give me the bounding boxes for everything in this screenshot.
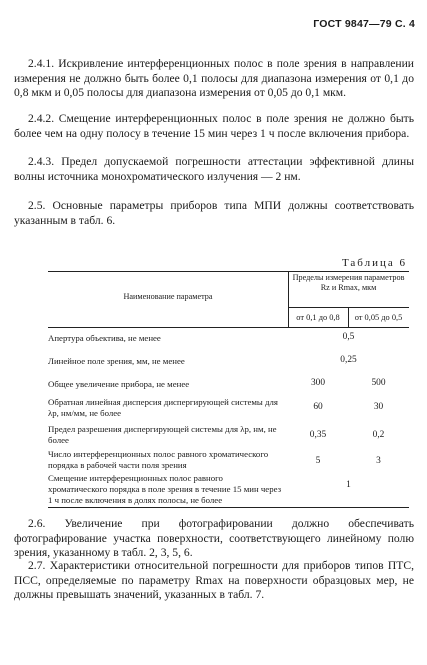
table-6 xyxy=(48,271,409,507)
paragraph-2-4-1: 2.4.1. Искривление интерференционных полос в поле зрения в направлении измерения не должно быть более 0,1 полосы для диапазона измерения от 0,1 до 0,8 мкм и 0,05 полосы для диапазона измерения от 0,05 до 0,1 мкм. xyxy=(14,57,414,99)
header-parameter-name: Наименование параметра xyxy=(123,292,213,301)
row-value-dispersion-1: 60 xyxy=(313,402,323,412)
row-value-magnification-2: 500 xyxy=(371,378,386,388)
paragraph-2-6: 2.6. Увеличение при фотографировании должно обеспечивать фотографирование участка поверхности, соответствующего линейному полю зрения, указанному в табл. 2, 3, 5, 6. xyxy=(14,517,414,559)
paragraph-2-5: 2.5. Основные параметры приборов типа МПИ должны соответствовать указанным в табл. 6. xyxy=(14,199,414,227)
paragraph-2-7: 2.7. Характеристики относительной погрешности для приборов типов ПТС, ПСС, определяемые по параметру Rmax на поверхности образцовых мер, не должны превышать значений, указанных в табл. 7. xyxy=(14,559,414,601)
row-name-resolution: Предел разрешения диспергирующей системы для λp, нм, не более xyxy=(48,424,277,445)
paragraph-2-4-2: 2.4.2. Смещение интерференционных полос в поле зрения не должно быть более чем на одну полосу в течение 15 мин через 1 ч после включения прибора. xyxy=(14,112,414,140)
row-value-fringe-count-2: 3 xyxy=(376,456,381,466)
row-value-aperture: 0,5 xyxy=(342,332,355,342)
header-measurement-limits: Пределы измерения параметров Rz и Rmax, мкм xyxy=(292,273,405,292)
table-top-rule xyxy=(48,271,409,272)
row-value-dispersion-2: 30 xyxy=(373,402,384,412)
row-name-aperture: Апертура объектива, не менее xyxy=(48,333,161,343)
header-range-2: от 0,05 до 0,5 xyxy=(354,313,403,322)
paragraph-2-4-3: 2.4.3. Предел допускаемой погрешности аттестации эффективной длины волны источника монохроматического излучения — 2 нм. xyxy=(14,155,414,183)
row-value-resolution-2: 0,2 xyxy=(372,430,385,440)
document-header: ГОСТ 9847—79 С. 4 xyxy=(313,18,415,30)
row-value-resolution-1: 0,35 xyxy=(309,430,327,440)
row-value-fringe-shift: 1 xyxy=(346,480,351,490)
row-name-magnification: Общее увеличение прибора, не менее xyxy=(48,379,190,389)
header-range-1: от 0,1 до 0,8 xyxy=(296,313,340,322)
row-name-field: Линейное поле зрения, мм, не менее xyxy=(48,356,185,366)
table-bottom-rule xyxy=(48,507,409,508)
row-name-fringe-shift: Смещение интерференционных полос равного хроматического порядка в поле зрения в течение 15 мин через 1 ч после включения в долях полосы, не более xyxy=(48,473,282,505)
header-bottom-rule xyxy=(48,327,409,328)
row-value-fringe-count-1: 5 xyxy=(315,456,321,466)
row-value-field: 0,25 xyxy=(340,355,357,365)
row-name-dispersion: Обратная линейная дисперсия диспергирующей системы для λp, нм/мм, не более xyxy=(48,397,278,418)
row-name-fringe-count: Число интерференционных полос равного хроматического порядка в рабочей части поля зрения xyxy=(48,449,269,470)
row-value-magnification-1: 300 xyxy=(310,378,326,388)
table-caption: Таблица 6 xyxy=(341,257,407,269)
